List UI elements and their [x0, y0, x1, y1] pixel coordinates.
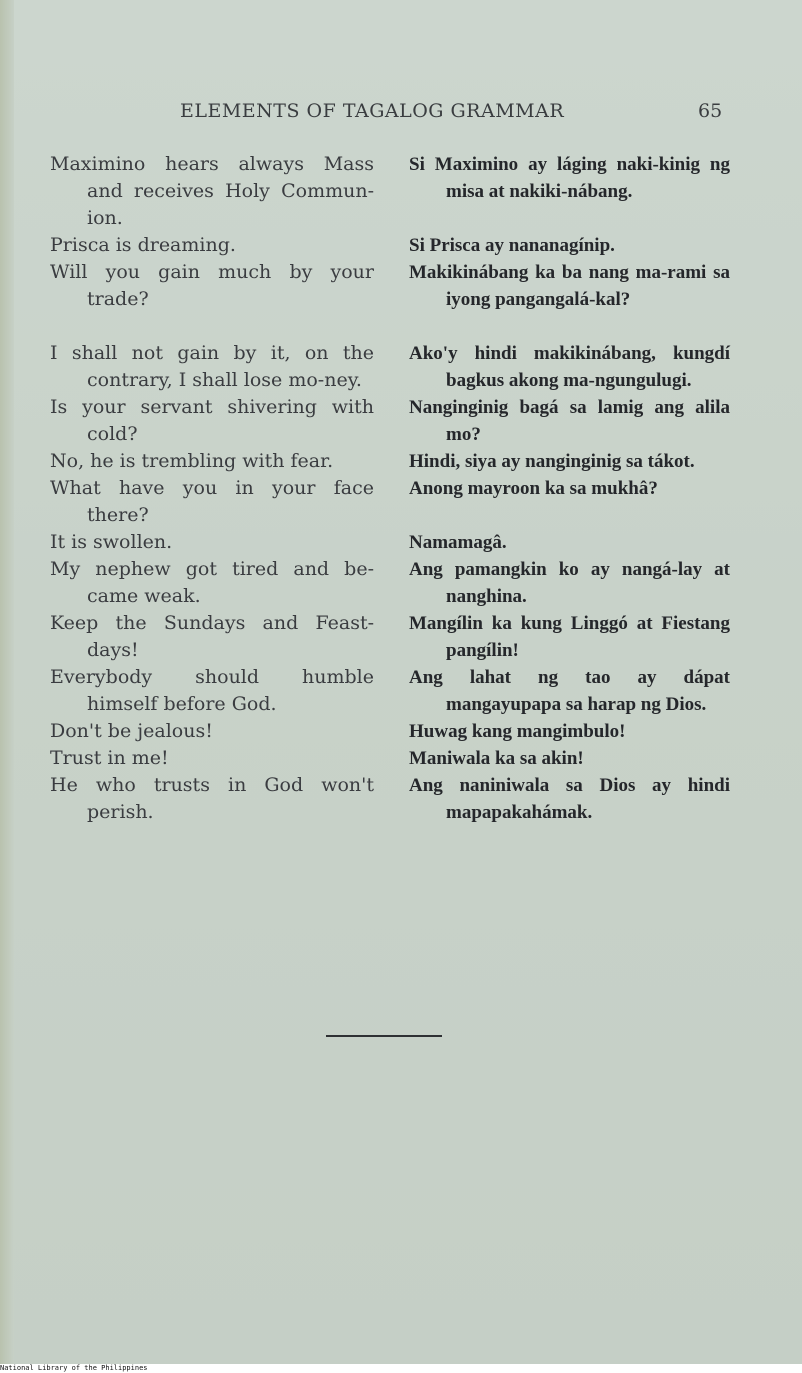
page-edge-shadow — [0, 0, 14, 1364]
section-end-rule — [326, 1035, 442, 1037]
translation-table — [50, 151, 730, 826]
english-sentence: Don't be jealous! — [50, 720, 213, 742]
translation-row — [50, 232, 730, 259]
tagalog-sentence: Ako'y hindi makikinábang, kungdí bagkus akong ma-ngungulugi. — [409, 343, 730, 391]
tagalog-sentence: Huwag kang mangimbulo! — [409, 721, 626, 742]
tagalog-sentence: Ang pamangkin ko ay nangá-lay at nanghina. — [409, 559, 730, 607]
english-sentence: Prisca is dreaming. — [50, 234, 236, 256]
tagalog-sentence: Namamagâ. — [409, 532, 507, 553]
english-sentence: I shall not gain by it, on the contrary, I shall lose mo-ney. — [50, 342, 374, 391]
english-sentence: Trust in me! — [50, 747, 169, 769]
tagalog-sentence: Hindi, siya ay nanginginig sa tákot. — [409, 451, 695, 472]
translation-row — [50, 394, 730, 448]
english-sentence: Everybody should humble himself before God. — [50, 666, 374, 715]
translation-row — [50, 745, 730, 772]
english-sentence: No, he is trembling with fear. — [50, 450, 334, 472]
english-sentence: He who trusts in God won't perish. — [50, 774, 374, 823]
translation-row — [50, 151, 730, 232]
tagalog-sentence: Si Prisca ay nananagínip. — [409, 235, 615, 256]
translation-row — [50, 475, 730, 529]
tagalog-sentence: Maniwala ka sa akin! — [409, 748, 584, 769]
english-sentence: Keep the Sundays and Feast-days! — [50, 612, 374, 661]
translation-row — [50, 664, 730, 718]
tagalog-sentence: Mangílin ka kung Linggó at Fiestang pangílin! — [409, 613, 730, 661]
translation-row — [50, 529, 730, 556]
translation-row — [50, 448, 730, 475]
tagalog-sentence: Anong mayroon ka sa mukhâ? — [409, 478, 658, 499]
english-sentence: It is swollen. — [50, 531, 173, 553]
tagalog-sentence: Ang naniniwala sa Dios ay hindi mapapakahámak. — [409, 775, 730, 823]
english-sentence: Maximino hears always Mass and receives Holy Commun-ion. — [50, 153, 374, 229]
english-sentence: Is your servant shivering with cold? — [50, 396, 374, 445]
translation-row — [50, 610, 730, 664]
tagalog-sentence: Si Maximino ay láging naki-kinig ng misa at nakiki-nábang. — [409, 154, 730, 202]
translation-row — [50, 718, 730, 745]
tagalog-sentence: Ang lahat ng tao ay dápat mangayupapa sa harap ng Dios. — [409, 667, 730, 715]
tagalog-sentence: Makikinábang ka ba nang ma-rami sa iyong pangangalá-kal? — [409, 262, 730, 310]
english-sentence: What have you in your face there? — [50, 477, 374, 526]
translation-row — [50, 259, 730, 313]
page-number: 65 — [698, 100, 723, 122]
tagalog-sentence: Nanginginig bagá sa lamig ang alila mo? — [409, 397, 730, 445]
translation-row — [50, 772, 730, 826]
english-sentence: My nephew got tired and be-came weak. — [50, 558, 374, 607]
translation-row — [50, 556, 730, 610]
running-head-title: ELEMENTS OF TAGALOG GRAMMAR — [180, 100, 565, 122]
scan-credit-text: National Library of the Philippines — [0, 1364, 148, 1372]
translation-row — [50, 340, 730, 394]
english-sentence: Will you gain much by your trade? — [50, 261, 374, 310]
